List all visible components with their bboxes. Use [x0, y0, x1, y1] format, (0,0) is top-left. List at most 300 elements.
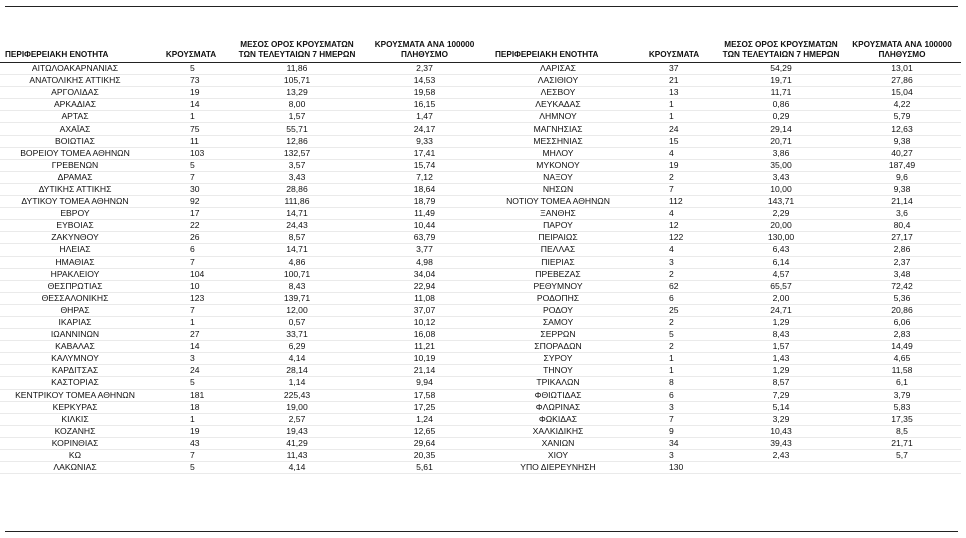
cell-cases: 43	[150, 437, 232, 449]
cell-per100k: 7,12	[362, 171, 487, 183]
cell-avg7: 41,29	[232, 437, 362, 449]
cell-per100k: 34,04	[362, 268, 487, 280]
cell-avg7: 20,00	[719, 220, 843, 232]
cell-cases: 103	[150, 147, 232, 159]
cell-per100k: 15,74	[362, 159, 487, 171]
cell-avg7: 8,43	[232, 280, 362, 292]
cell-region: ΛΕΣΒΟΥ	[487, 87, 629, 99]
cell-per100k: 14,49	[843, 341, 961, 353]
table-row	[487, 183, 961, 195]
table-row	[0, 99, 487, 111]
cell-avg7: 0,86	[719, 99, 843, 111]
cell-region: ΚΟΖΑΝΗΣ	[0, 425, 150, 437]
cell-per100k: 9,38	[843, 183, 961, 195]
cell-avg7: 3,43	[232, 171, 362, 183]
table-row	[487, 208, 961, 220]
cell-cases: 15	[629, 135, 719, 147]
cell-avg7: 0,29	[719, 111, 843, 123]
cell-per100k: 21,14	[843, 196, 961, 208]
table-row	[0, 304, 487, 316]
table-row	[0, 353, 487, 365]
cell-cases: 4	[629, 147, 719, 159]
table-row	[487, 292, 961, 304]
cell-avg7: 24,71	[719, 304, 843, 316]
cases-table-right	[487, 24, 961, 474]
cell-per100k: 2,83	[843, 329, 961, 341]
cell-per100k: 15,04	[843, 87, 961, 99]
table-row	[0, 232, 487, 244]
table-row	[487, 316, 961, 328]
cell-cases: 13	[629, 87, 719, 99]
cell-region: ΕΒΡΟΥ	[0, 208, 150, 220]
cell-region: ΝΟΤΙΟΥ ΤΟΜΕΑ ΑΘΗΝΩΝ	[487, 196, 629, 208]
table-row	[487, 244, 961, 256]
column-header-cases: ΚΡΟΥΣΜΑΤΑ	[150, 24, 232, 63]
cell-region: ΗΜΑΘΙΑΣ	[0, 256, 150, 268]
cell-per100k: 18,64	[362, 183, 487, 195]
cell-region: ΘΕΣΣΑΛΟΝΙΚΗΣ	[0, 292, 150, 304]
cell-region: ΛΗΜΝΟΥ	[487, 111, 629, 123]
cell-per100k: 16,15	[362, 99, 487, 111]
table-row	[487, 401, 961, 413]
table-row	[0, 147, 487, 159]
cell-cases: 18	[150, 401, 232, 413]
cell-avg7: 28,86	[232, 183, 362, 195]
cell-cases: 62	[629, 280, 719, 292]
cell-avg7: 11,71	[719, 87, 843, 99]
cell-avg7: 6,43	[719, 244, 843, 256]
cell-per100k: 9,94	[362, 377, 487, 389]
cell-region: ΡΕΘΥΜΝΟΥ	[487, 280, 629, 292]
cell-region: ΚΟΡΙΝΘΙΑΣ	[0, 437, 150, 449]
cell-per100k: 27,86	[843, 75, 961, 87]
cell-per100k: 4,65	[843, 353, 961, 365]
table-row	[487, 377, 961, 389]
cell-region: ΑΝΑΤΟΛΙΚΗΣ ΑΤΤΙΚΗΣ	[0, 75, 150, 87]
cell-cases: 7	[629, 413, 719, 425]
cell-per100k: 29,64	[362, 437, 487, 449]
cell-region: ΚΩ	[0, 450, 150, 462]
cell-cases: 19	[150, 425, 232, 437]
cell-avg7: 19,43	[232, 425, 362, 437]
table-row	[0, 159, 487, 171]
cell-cases: 3	[150, 353, 232, 365]
cell-avg7: 8,57	[719, 377, 843, 389]
cell-cases: 5	[150, 462, 232, 474]
table-row	[0, 316, 487, 328]
cell-avg7: 10,43	[719, 425, 843, 437]
cell-region: ΚΑΡΔΙΤΣΑΣ	[0, 365, 150, 377]
cell-per100k: 1,47	[362, 111, 487, 123]
cell-region: ΚΑΣΤΟΡΙΑΣ	[0, 377, 150, 389]
bottom-rule	[5, 531, 958, 532]
cell-per100k: 8,5	[843, 425, 961, 437]
cell-cases: 12	[629, 220, 719, 232]
table-row	[487, 147, 961, 159]
cell-cases: 14	[150, 99, 232, 111]
cell-cases: 3	[629, 450, 719, 462]
cell-avg7: 1,29	[719, 316, 843, 328]
cell-region: ΣΠΟΡΑΔΩΝ	[487, 341, 629, 353]
table-row	[487, 75, 961, 87]
cell-cases: 11	[150, 135, 232, 147]
cell-avg7: 0,57	[232, 316, 362, 328]
cell-per100k: 21,71	[843, 437, 961, 449]
cell-avg7: 6,14	[719, 256, 843, 268]
table-row	[0, 365, 487, 377]
cell-cases: 123	[150, 292, 232, 304]
cell-avg7: 139,71	[232, 292, 362, 304]
column-header-per100k: ΚΡΟΥΣΜΑΤΑ ΑΝΑ 100000 ΠΛΗΘΥΣΜΟ	[843, 24, 961, 63]
cell-cases: 75	[150, 123, 232, 135]
cell-avg7: 11,86	[232, 63, 362, 75]
cell-region: ΔΡΑΜΑΣ	[0, 171, 150, 183]
cell-per100k: 2,86	[843, 244, 961, 256]
cell-cases: 1	[150, 413, 232, 425]
cell-region: ΒΟΡΕΙΟΥ ΤΟΜΕΑ ΑΘΗΝΩΝ	[0, 147, 150, 159]
cell-cases: 2	[629, 316, 719, 328]
cell-per100k: 3,77	[362, 244, 487, 256]
cell-region: ΕΥΒΟΙΑΣ	[0, 220, 150, 232]
cell-region: ΒΟΙΩΤΙΑΣ	[0, 135, 150, 147]
table-row	[487, 220, 961, 232]
table-row	[0, 111, 487, 123]
cell-avg7: 13,29	[232, 87, 362, 99]
cell-avg7: 39,43	[719, 437, 843, 449]
table-row	[487, 135, 961, 147]
cell-cases: 92	[150, 196, 232, 208]
column-header-region: ΠΕΡΙΦΕΡΕΙΑΚΗ ΕΝΟΤΗΤΑ	[0, 24, 150, 63]
cell-region: ΞΑΝΘΗΣ	[487, 208, 629, 220]
cell-per100k: 13,01	[843, 63, 961, 75]
cell-cases: 5	[150, 159, 232, 171]
cell-per100k: 12,65	[362, 425, 487, 437]
cell-avg7: 8,57	[232, 232, 362, 244]
cell-per100k: 63,79	[362, 232, 487, 244]
cell-per100k: 24,17	[362, 123, 487, 135]
cell-region: ΑΡΓΟΛΙΔΑΣ	[0, 87, 150, 99]
table-row	[487, 256, 961, 268]
table-row	[0, 256, 487, 268]
cell-avg7: 35,00	[719, 159, 843, 171]
cell-per100k: 5,7	[843, 450, 961, 462]
cell-region: ΧΑΛΚΙΔΙΚΗΣ	[487, 425, 629, 437]
table-row	[487, 111, 961, 123]
cell-region: ΑΡΤΑΣ	[0, 111, 150, 123]
cell-per100k: 14,53	[362, 75, 487, 87]
cell-avg7: 8,00	[232, 99, 362, 111]
cell-region: ΓΡΕΒΕΝΩΝ	[0, 159, 150, 171]
cell-per100k: 37,07	[362, 304, 487, 316]
cell-cases: 5	[150, 63, 232, 75]
table-row	[0, 413, 487, 425]
cell-region: ΔΥΤΙΚΟΥ ΤΟΜΕΑ ΑΘΗΝΩΝ	[0, 196, 150, 208]
cell-avg7: 2,00	[719, 292, 843, 304]
cell-per100k: 2,37	[843, 256, 961, 268]
table-row	[487, 329, 961, 341]
cell-region: ΠΙΕΡΙΑΣ	[487, 256, 629, 268]
cell-region: ΝΑΞΟΥ	[487, 171, 629, 183]
table-row	[0, 450, 487, 462]
cell-region: ΛΕΥΚΑΔΑΣ	[487, 99, 629, 111]
cell-cases: 17	[150, 208, 232, 220]
cell-cases: 7	[150, 256, 232, 268]
table-row	[0, 389, 487, 401]
table-row	[0, 220, 487, 232]
cell-cases: 6	[150, 244, 232, 256]
cell-avg7: 28,14	[232, 365, 362, 377]
cell-per100k: 19,58	[362, 87, 487, 99]
cell-cases: 1	[150, 111, 232, 123]
cell-per100k: 4,98	[362, 256, 487, 268]
cell-region: ΙΩΑΝΝΙΝΩΝ	[0, 329, 150, 341]
cell-per100k: 10,19	[362, 353, 487, 365]
cell-region: ΛΑΣΙΘΙΟΥ	[487, 75, 629, 87]
cell-region: ΙΚΑΡΙΑΣ	[0, 316, 150, 328]
cell-per100k: 1,24	[362, 413, 487, 425]
cell-per100k: 20,35	[362, 450, 487, 462]
cell-avg7: 1,29	[719, 365, 843, 377]
table-row	[487, 268, 961, 280]
cell-avg7	[719, 462, 843, 474]
cell-cases: 10	[150, 280, 232, 292]
cell-avg7: 1,43	[719, 353, 843, 365]
cell-per100k: 20,86	[843, 304, 961, 316]
cell-avg7: 1,14	[232, 377, 362, 389]
cell-avg7: 4,57	[719, 268, 843, 280]
cell-cases: 2	[629, 171, 719, 183]
cell-cases: 7	[629, 183, 719, 195]
cell-avg7: 225,43	[232, 389, 362, 401]
top-rule	[5, 6, 958, 7]
cell-avg7: 19,71	[719, 75, 843, 87]
cell-region: ΧΙΟΥ	[487, 450, 629, 462]
cell-avg7: 55,71	[232, 123, 362, 135]
table-row	[0, 244, 487, 256]
cell-region: ΠΕΛΛΑΣ	[487, 244, 629, 256]
cell-avg7: 1,57	[719, 341, 843, 353]
table-body-right	[487, 63, 961, 474]
cell-region: ΚΕΝΤΡΙΚΟΥ ΤΟΜΕΑ ΑΘΗΝΩΝ	[0, 389, 150, 401]
cell-cases: 24	[629, 123, 719, 135]
cell-region: ΜΕΣΣΗΝΙΑΣ	[487, 135, 629, 147]
table-row	[487, 123, 961, 135]
cell-avg7: 143,71	[719, 196, 843, 208]
table-row	[487, 99, 961, 111]
cell-per100k: 6,1	[843, 377, 961, 389]
table-row	[0, 280, 487, 292]
cell-avg7: 2,29	[719, 208, 843, 220]
table-row	[0, 292, 487, 304]
cell-region: ΛΑΚΩΝΙΑΣ	[0, 462, 150, 474]
cell-cases: 7	[150, 450, 232, 462]
table-row	[487, 450, 961, 462]
cell-cases: 25	[629, 304, 719, 316]
cell-avg7: 7,29	[719, 389, 843, 401]
cell-cases: 34	[629, 437, 719, 449]
cell-per100k: 10,44	[362, 220, 487, 232]
cell-cases: 19	[150, 87, 232, 99]
cell-region: ΠΕΙΡΑΙΩΣ	[487, 232, 629, 244]
cell-cases: 130	[629, 462, 719, 474]
cell-avg7: 132,57	[232, 147, 362, 159]
cell-cases: 2	[629, 268, 719, 280]
cell-region: ΗΡΑΚΛΕΙΟΥ	[0, 268, 150, 280]
cell-per100k: 17,25	[362, 401, 487, 413]
cell-cases: 73	[150, 75, 232, 87]
cell-cases: 26	[150, 232, 232, 244]
cell-per100k: 9,33	[362, 135, 487, 147]
cell-avg7: 20,71	[719, 135, 843, 147]
cell-region: ΦΘΙΩΤΙΔΑΣ	[487, 389, 629, 401]
cell-cases: 3	[629, 401, 719, 413]
cell-avg7: 12,00	[232, 304, 362, 316]
table-row	[0, 377, 487, 389]
cell-region: ΗΛΕΙΑΣ	[0, 244, 150, 256]
cell-per100k: 72,42	[843, 280, 961, 292]
cell-region: ΠΑΡΟΥ	[487, 220, 629, 232]
cell-avg7: 3,43	[719, 171, 843, 183]
table-row	[487, 196, 961, 208]
table-row	[487, 389, 961, 401]
cell-per100k: 2,37	[362, 63, 487, 75]
cell-per100k: 5,83	[843, 401, 961, 413]
cell-per100k: 9,6	[843, 171, 961, 183]
table-row	[0, 87, 487, 99]
cell-avg7: 105,71	[232, 75, 362, 87]
cell-avg7: 130,00	[719, 232, 843, 244]
cell-per100k: 3,6	[843, 208, 961, 220]
cell-avg7: 65,57	[719, 280, 843, 292]
table-row	[0, 401, 487, 413]
column-header-avg7: ΜΕΣΟΣ ΟΡΟΣ ΚΡΟΥΣΜΑΤΩΝ ΤΩΝ ΤΕΛΕΥΤΑΙΩΝ 7 ΗΜΕΡΩΝ	[232, 24, 362, 63]
cell-cases: 21	[629, 75, 719, 87]
cell-region: ΑΧΑΪΑΣ	[0, 123, 150, 135]
cell-cases: 1	[629, 111, 719, 123]
cell-avg7: 3,86	[719, 147, 843, 159]
table-row	[487, 462, 961, 474]
cell-per100k: 9,38	[843, 135, 961, 147]
cell-cases: 37	[629, 63, 719, 75]
cell-avg7: 14,71	[232, 208, 362, 220]
cell-region: ΣΑΜΟΥ	[487, 316, 629, 328]
cell-avg7: 3,57	[232, 159, 362, 171]
cell-avg7: 4,14	[232, 462, 362, 474]
cell-per100k: 16,08	[362, 329, 487, 341]
cell-cases: 24	[150, 365, 232, 377]
table-row	[487, 365, 961, 377]
table-body-left	[0, 63, 487, 474]
table-row	[487, 413, 961, 425]
cell-per100k: 21,14	[362, 365, 487, 377]
cell-per100k: 18,79	[362, 196, 487, 208]
table-row	[0, 208, 487, 220]
cell-cases: 5	[150, 377, 232, 389]
table-row	[487, 353, 961, 365]
cell-region: ΜΥΚΟΝΟΥ	[487, 159, 629, 171]
cell-cases: 4	[629, 244, 719, 256]
cell-per100k: 11,08	[362, 292, 487, 304]
cell-avg7: 12,86	[232, 135, 362, 147]
cell-per100k: 40,27	[843, 147, 961, 159]
column-header-avg7: ΜΕΣΟΣ ΟΡΟΣ ΚΡΟΥΣΜΑΤΩΝ ΤΩΝ ΤΕΛΕΥΤΑΙΩΝ 7 ΗΜΕΡΩΝ	[719, 24, 843, 63]
cell-cases: 7	[150, 304, 232, 316]
cell-region: ΡΟΔΟΥ	[487, 304, 629, 316]
cell-avg7: 6,29	[232, 341, 362, 353]
cell-cases: 1	[629, 99, 719, 111]
cell-avg7: 5,14	[719, 401, 843, 413]
cell-cases: 22	[150, 220, 232, 232]
cell-region: ΤΡΙΚΑΛΩΝ	[487, 377, 629, 389]
cell-cases: 5	[629, 329, 719, 341]
cell-region: ΚΕΡΚΥΡΑΣ	[0, 401, 150, 413]
column-header-per100k: ΚΡΟΥΣΜΑΤΑ ΑΝΑ 100000 ΠΛΗΘΥΣΜΟ	[362, 24, 487, 63]
table-row	[0, 329, 487, 341]
table-row	[0, 183, 487, 195]
table-row	[0, 171, 487, 183]
cell-per100k: 3,48	[843, 268, 961, 280]
cell-per100k: 5,61	[362, 462, 487, 474]
cell-region: ΘΗΡΑΣ	[0, 304, 150, 316]
cell-avg7: 33,71	[232, 329, 362, 341]
cell-region: ΣΥΡΟΥ	[487, 353, 629, 365]
cell-per100k: 80,4	[843, 220, 961, 232]
cell-avg7: 14,71	[232, 244, 362, 256]
cell-per100k: 4,22	[843, 99, 961, 111]
table-row	[0, 123, 487, 135]
cell-region: ΜΗΛΟΥ	[487, 147, 629, 159]
cell-avg7: 4,86	[232, 256, 362, 268]
cell-cases: 8	[629, 377, 719, 389]
cell-per100k: 10,12	[362, 316, 487, 328]
cell-per100k: 27,17	[843, 232, 961, 244]
table-row	[487, 304, 961, 316]
cell-avg7: 3,29	[719, 413, 843, 425]
table-row	[487, 63, 961, 75]
cell-avg7: 2,57	[232, 413, 362, 425]
table-row	[0, 75, 487, 87]
cell-avg7: 54,29	[719, 63, 843, 75]
table-row	[487, 437, 961, 449]
table-row	[0, 196, 487, 208]
cell-avg7: 24,43	[232, 220, 362, 232]
table-row	[0, 63, 487, 75]
cell-per100k: 5,36	[843, 292, 961, 304]
cell-per100k: 17,35	[843, 413, 961, 425]
cell-cases: 1	[629, 365, 719, 377]
cell-avg7: 4,14	[232, 353, 362, 365]
cell-region: ΚΑΒΑΛΑΣ	[0, 341, 150, 353]
cell-avg7: 111,86	[232, 196, 362, 208]
cell-cases: 27	[150, 329, 232, 341]
table-row	[0, 462, 487, 474]
table-row	[0, 268, 487, 280]
cell-region: ΦΩΚΙΔΑΣ	[487, 413, 629, 425]
cell-region: ΥΠΟ ΔΙΕΡΕΥΝΗΣΗ	[487, 462, 629, 474]
cell-per100k: 22,94	[362, 280, 487, 292]
cell-avg7: 11,43	[232, 450, 362, 462]
table-row	[487, 232, 961, 244]
cell-avg7: 100,71	[232, 268, 362, 280]
table-row	[0, 341, 487, 353]
cell-cases: 19	[629, 159, 719, 171]
cell-cases: 6	[629, 389, 719, 401]
cell-cases: 7	[150, 171, 232, 183]
table-row	[487, 341, 961, 353]
cell-region: ΑΡΚΑΔΙΑΣ	[0, 99, 150, 111]
cell-region: ΔΥΤΙΚΗΣ ΑΤΤΙΚΗΣ	[0, 183, 150, 195]
cell-region: ΘΕΣΠΡΩΤΙΑΣ	[0, 280, 150, 292]
